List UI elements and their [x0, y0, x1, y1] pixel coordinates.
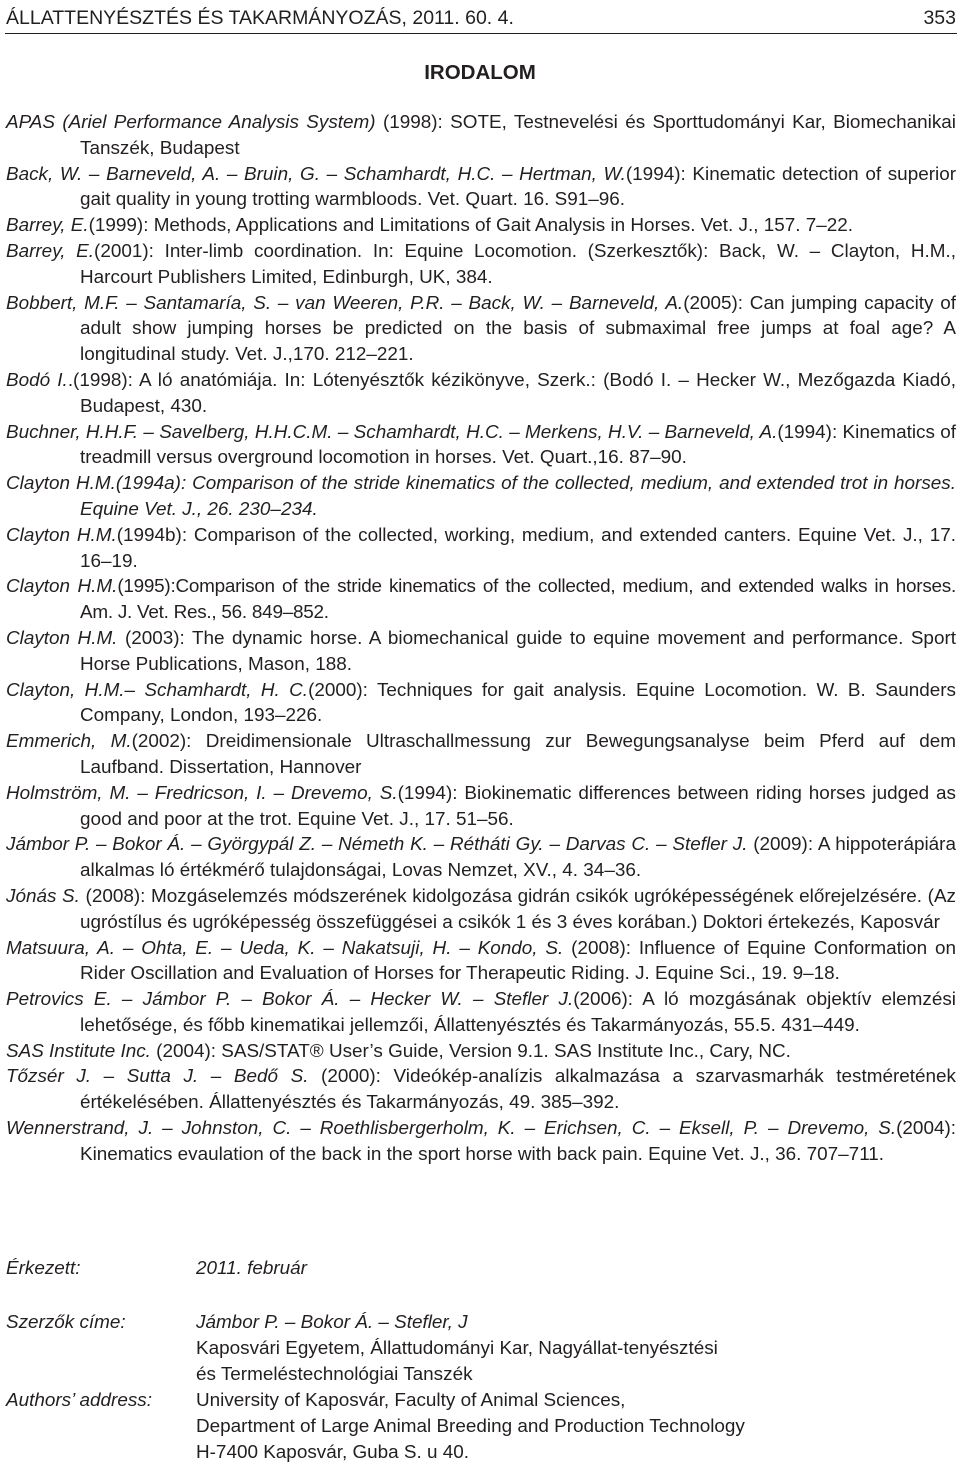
reference-authors: Clayton H.M. — [6, 473, 116, 495]
reference-item — [6, 1116, 956, 1168]
reference-item — [6, 291, 956, 368]
reference-item — [6, 162, 956, 214]
reference-details: (2008): Mozgáselemzés módszerének kidolgozása gidrán csikók ugróképességének előrejelzésére. (Az ugróstílus és ugróképesség összefüggései a csikók 1 és 3 éves korában.) Doktori értekezés, Kaposvár — [79, 885, 956, 933]
address-hu-line-1: Kaposvári Egyetem, Állattudományi Kar, Nagyállat-tenyésztési — [196, 1338, 718, 1359]
section-title: IRODALOM — [424, 61, 536, 84]
reference-authors: Wennerstrand, J. – Johnston, C. – Roethlisbergerholm, K. – Erichsen, C. – Eksell, P. – Drevemo, S. — [6, 1118, 897, 1140]
reference-details: (2004): SAS/STAT® User’s Guide, Version 9.1. SAS Institute Inc., Cary, NC. — [150, 1040, 791, 1062]
reference-item — [6, 626, 956, 678]
reference-item — [6, 213, 956, 239]
reference-details: (1994a): Comparison of the stride kinematics of the collected, medium, and extended trot in horses. Equine Vet. J., 26. 230–234. — [80, 473, 956, 520]
reference-item — [6, 239, 956, 291]
reference-authors: Tőzsér J. – Sutta J. – Bedő S. — [6, 1066, 309, 1088]
reference-item — [6, 420, 956, 472]
reference-details: (1998): SOTE, Testnevelési és Sporttudományi Kar, Biomechanikai Tanszék, Budapest — [80, 112, 956, 159]
authors-address-label-en: Authors’ address: — [6, 1390, 152, 1411]
reference-details: (1994): Kinematics of treadmill versus overground locomotion in horses. Vet. Quart.,16. 87–90. — [80, 421, 956, 469]
reference-authors: Jónás S. — [6, 885, 80, 907]
authors-address-en-row — [6, 1388, 626, 1414]
reference-authors: Bobbert, M.F. – Santamaría, S. – van Weeren, P.R. – Back, W. – Barneveld, A. — [6, 292, 684, 314]
reference-list — [6, 110, 956, 1168]
reference-item — [6, 368, 956, 420]
reference-details: (1994): Kinematic detection of superior gait quality in young trotting warmbloods. Vet. Quart. 16. S91–96. — [80, 163, 956, 211]
reference-item — [6, 471, 956, 523]
reference-details: .(1998): A ló anatómiája. In: Lótenyésztők kézikönyve, Szerk.: (Bodó I. – Hecker W., Mezőgazda Kiadó, Budapest, 430. — [67, 369, 956, 417]
reference-authors: Clayton H.M. — [6, 524, 117, 546]
reference-item — [6, 987, 956, 1039]
reference-item — [6, 523, 956, 575]
reference-item — [6, 884, 956, 936]
reference-authors: Petrovics E. – Jámbor P. – Bokor Á. – Hecker W. – Stefler J. — [6, 989, 574, 1011]
reference-item — [6, 832, 956, 884]
running-header — [6, 6, 956, 30]
reference-details: (2004): Kinematics evaulation of the back in the sport horse with back pain. Equine Vet. J., 36. 707–711. — [80, 1118, 956, 1165]
reference-authors: Buchner, H.H.F. – Savelberg, H.H.C.M. – Schamhardt, H.C. – Merkens, H.V. – Barneveld, A. — [6, 421, 778, 443]
reference-authors: Barrey, E. — [6, 215, 89, 237]
reference-item — [6, 781, 956, 833]
journal-title: ÁLLATTENYÉSZTÉS ÉS TAKARMÁNYOZÁS, 2011. 60. 4. — [6, 7, 514, 29]
reference-authors: APAS (Ariel Performance Analysis System) — [6, 112, 376, 133]
reference-item — [6, 936, 956, 988]
reference-authors: Clayton H.M. — [6, 627, 118, 649]
header-divider — [5, 33, 957, 34]
address-en-line-3: H-7400 Kaposvár, Guba S. u 40. — [196, 1442, 470, 1463]
address-en-line-1: University of Kaposvár, Faculty of Animal Sciences, — [196, 1390, 626, 1411]
reference-authors: Holmström, M. – Fredricson, I. – Drevemo, S. — [6, 782, 398, 804]
reference-authors: Barrey, E. — [6, 240, 95, 262]
reference-authors: Bodó I. — [6, 369, 68, 391]
reference-details: (2000): Videókép-analízis alkalmazása a szarvasmarhák testméretének értékelésében. Állattenyésztés és Takarmányozás, 49. 385–392. — [80, 1066, 956, 1114]
reference-item — [6, 1039, 956, 1065]
reference-details: (2005): Can jumping capacity of adult show jumping horses be predicted on the basis of submaximal free jumps at foal age? A longitudinal study. Vet. J.,170. 212–221. — [80, 292, 956, 366]
authors-names: Jámbor P. – Bokor Á. – Stefler, J — [196, 1312, 468, 1333]
reference-details: (1994): Biokinematic differences between riding horses judged as good and poor at the trot. Equine Vet. J., 17. 51–56. — [80, 782, 956, 830]
reference-details: (2008): Influence of Equine Conformation on Rider Oscillation and Evaluation of Horses for Therapeutic Riding. J. Equine Sci., 19. 9–18. — [80, 937, 956, 985]
reference-item — [6, 110, 956, 162]
reference-item — [6, 574, 956, 626]
reference-authors: Jámbor P. – Bokor Á. – Györgypál Z. – Németh K. – Rétháti Gy. – Darvas C. – Stefler J. — [6, 834, 748, 856]
reference-details: (2001): Inter-limb coordination. In: Equine Locomotion. (Szerkesztők): Back, W. – Clayton, H.M., Harcourt Publishers Limited, Edinburgh, UK, 384. — [80, 240, 956, 288]
reference-item — [6, 729, 956, 781]
address-hu-line-2: és Termeléstechnológiai Tanszék — [196, 1364, 473, 1385]
reference-details: (1994b): Comparison of the collected, working, medium, and extended canters. Equine Vet. J., 17. 16–19. — [80, 524, 956, 572]
reference-authors: Matsuura, A. – Ohta, E. – Ueda, K. – Nakatsuji, H. – Kondo, S. — [6, 937, 564, 959]
received-row — [6, 1256, 307, 1282]
reference-details: (1995):Comparison of the stride kinematics of the collected, medium, and extended walks in horses. Am. J. Vet. Res., 56. 849–852. — [80, 576, 956, 624]
reference-item — [6, 678, 956, 730]
page-number: 353 — [923, 7, 956, 29]
reference-details: (2003): The dynamic horse. A biomechanical guide to equine movement and performance. Sport Horse Publications, Mason, 188. — [80, 627, 956, 675]
authors-address-label-hu: Szerzők címe: — [6, 1312, 126, 1333]
reference-authors: Clayton, H.M.– Schamhardt, H. C. — [6, 679, 309, 701]
address-en-line-2: Department of Large Animal Breeding and Production Technology — [196, 1416, 745, 1437]
reference-details: (1999): Methods, Applications and Limitations of Gait Analysis in Horses. Vet. J., 157. 7–22. — [88, 215, 854, 237]
reference-authors: Clayton H.M. — [6, 576, 118, 598]
reference-details: (2009): A hippoterápiára alkalmas ló értékmérő tulajdonságai, Lovas Nemzet, XV., 4. 34–36. — [80, 834, 956, 882]
reference-details: (2002): Dreidimensionale Ultraschallmessung zur Bewegungsanalyse beim Pferd auf dem Laufband. Dissertation, Hannover — [80, 731, 956, 778]
received-date: 2011. február — [196, 1258, 307, 1279]
received-label: Érkezett: — [6, 1258, 81, 1279]
authors-address-hu-row — [6, 1310, 468, 1336]
reference-details: (2000): Techniques for gait analysis. Equine Locomotion. W. B. Saunders Company, London, 193–226. — [80, 679, 956, 727]
reference-details: (2006): A ló mozgásának objektív elemzési lehetősége, és főbb kinematikai jellemzői, Állattenyésztés és Takarmányozás, 55.5. 431–449. — [80, 989, 956, 1036]
reference-item — [6, 1064, 956, 1116]
reference-authors: Back, W. – Barneveld, A. – Bruin, G. – Schamhardt, H.C. – Hertman, W. — [6, 163, 626, 185]
reference-authors: Emmerich, M. — [6, 731, 132, 753]
reference-authors: SAS Institute Inc. — [6, 1040, 151, 1062]
